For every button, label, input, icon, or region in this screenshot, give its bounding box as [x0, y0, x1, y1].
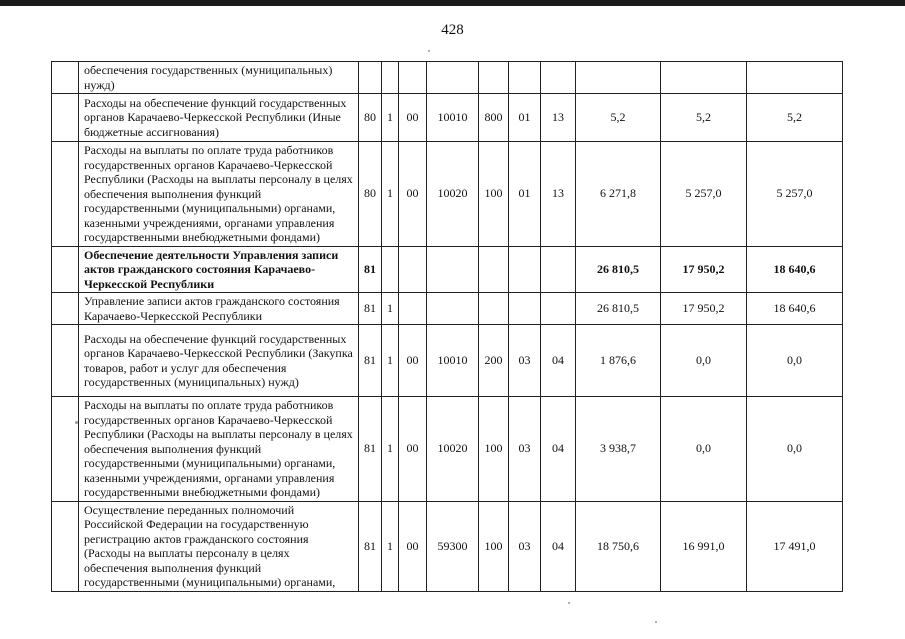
program-cell: 00 [399, 397, 427, 502]
expense-type-cell: 100 [479, 397, 509, 502]
ved-code-cell: 81 [359, 325, 382, 397]
table-row [52, 246, 843, 293]
chapter-cell: 03 [509, 325, 541, 397]
amount-year-1-cell: 6 271,8 [576, 142, 661, 247]
ved-code-cell: 80 [359, 94, 382, 142]
subsection-cell: 04 [541, 501, 576, 591]
subsection-cell [541, 246, 576, 293]
amount-year-3-cell: 18 640,6 [747, 293, 843, 325]
section-cell [382, 246, 399, 293]
amount-year-2-cell: 0,0 [661, 397, 747, 502]
chapter-cell: 03 [509, 501, 541, 591]
amount-year-2-cell: 16 991,0 [661, 501, 747, 591]
expense-type-cell [479, 293, 509, 325]
row-number-cell [52, 94, 79, 142]
amount-year-2-cell: 17 950,2 [661, 246, 747, 293]
section-cell: 1 [382, 397, 399, 502]
page-number: 428 [441, 22, 464, 38]
table-row [52, 142, 843, 247]
program-cell [399, 62, 427, 94]
amount-year-2-cell: 5,2 [661, 94, 747, 142]
section-cell: 1 [382, 501, 399, 591]
section-cell: 1 [382, 293, 399, 325]
ved-code-cell: 81 [359, 293, 382, 325]
expense-type-cell: 100 [479, 501, 509, 591]
target-article-cell: 10010 [427, 325, 479, 397]
description-cell: Обеспечение деятельности Управления записи актов гражданского состояния Карачаево-Черкесской Республики [79, 246, 359, 293]
target-article-cell [427, 246, 479, 293]
scan-speck [568, 602, 570, 604]
row-number-cell [52, 142, 79, 247]
scan-speck [655, 621, 657, 623]
subsection-cell: 04 [541, 397, 576, 502]
subsection-cell: 13 [541, 94, 576, 142]
expense-type-cell [479, 246, 509, 293]
expense-type-cell: 800 [479, 94, 509, 142]
top-rule [0, 0, 905, 6]
scan-speck [428, 50, 430, 52]
description-cell: Управление записи актов гражданского состояния Карачаево-Черкесской Республики [79, 293, 359, 325]
chapter-cell [509, 293, 541, 325]
amount-year-1-cell [576, 62, 661, 94]
amount-year-2-cell: 17 950,2 [661, 293, 747, 325]
table-row [52, 94, 843, 142]
amount-year-1-cell: 3 938,7 [576, 397, 661, 502]
target-article-cell [427, 62, 479, 94]
ved-code-cell [359, 62, 382, 94]
amount-year-3-cell: 17 491,0 [747, 501, 843, 591]
row-number-cell [52, 397, 79, 502]
target-article-cell: 59300 [427, 501, 479, 591]
target-article-cell: 10020 [427, 142, 479, 247]
ved-code-cell: 81 [359, 397, 382, 502]
target-article-cell: 10010 [427, 94, 479, 142]
row-number-cell [52, 325, 79, 397]
table-row [52, 293, 843, 325]
program-cell [399, 293, 427, 325]
program-cell: 00 [399, 325, 427, 397]
amount-year-3-cell: 0,0 [747, 397, 843, 502]
table-row [52, 62, 843, 94]
subsection-cell: 13 [541, 142, 576, 247]
subsection-cell [541, 293, 576, 325]
chapter-cell [509, 62, 541, 94]
chapter-cell: 01 [509, 142, 541, 247]
description-cell: Расходы на обеспечение функций государственных органов Карачаево-Черкесской Республики (Закупка товаров, работ и услуг для обеспечения государственных (муниципальных) нужд) [79, 325, 359, 397]
program-cell [399, 246, 427, 293]
description-cell: Осуществление переданных полномочий Российской Федерации на государственную регистрацию актов гражданского состояния (Расходы на выплаты персоналу в целях обеспечения выполнения функций государственными (муниципальными) органами, [79, 501, 359, 591]
row-number-cell [52, 62, 79, 94]
expense-type-cell [479, 62, 509, 94]
amount-year-1-cell: 26 810,5 [576, 246, 661, 293]
amount-year-2-cell: 5 257,0 [661, 142, 747, 247]
expense-type-cell: 100 [479, 142, 509, 247]
amount-year-1-cell: 1 876,6 [576, 325, 661, 397]
target-article-cell [427, 293, 479, 325]
program-cell: 00 [399, 501, 427, 591]
section-cell [382, 62, 399, 94]
amount-year-3-cell: 18 640,6 [747, 246, 843, 293]
row-number-cell [52, 246, 79, 293]
section-cell: 1 [382, 94, 399, 142]
amount-year-1-cell: 5,2 [576, 94, 661, 142]
target-article-cell: 10020 [427, 397, 479, 502]
amount-year-1-cell: 26 810,5 [576, 293, 661, 325]
table-row [52, 325, 843, 397]
amount-year-2-cell [661, 62, 747, 94]
program-cell: 00 [399, 94, 427, 142]
ved-code-cell: 81 [359, 501, 382, 591]
section-cell: 1 [382, 142, 399, 247]
description-cell: Расходы на выплаты по оплате труда работников государственных органов Карачаево-Черкесской Республики (Расходы на выплаты персоналу в целях обеспечения выполнения функций государственными (муниципальными) органами, казенными учреждениями, органами управления государственными внебюджетными фондами) [79, 142, 359, 247]
amount-year-3-cell: 5,2 [747, 94, 843, 142]
amount-year-2-cell: 0,0 [661, 325, 747, 397]
subsection-cell [541, 62, 576, 94]
program-cell: 00 [399, 142, 427, 247]
amount-year-3-cell: 0,0 [747, 325, 843, 397]
section-cell: 1 [382, 325, 399, 397]
table-row [52, 397, 843, 502]
amount-year-3-cell: 5 257,0 [747, 142, 843, 247]
budget-table [51, 61, 843, 592]
row-number-cell [52, 501, 79, 591]
table-row [52, 501, 843, 591]
description-cell: Расходы на обеспечение функций государственных органов Карачаево-Черкесской Республики (Иные бюджетные ассигнования) [79, 94, 359, 142]
ved-code-cell: 81 [359, 246, 382, 293]
amount-year-1-cell: 18 750,6 [576, 501, 661, 591]
chapter-cell: 03 [509, 397, 541, 502]
chapter-cell [509, 246, 541, 293]
amount-year-3-cell [747, 62, 843, 94]
expense-type-cell: 200 [479, 325, 509, 397]
ved-code-cell: 80 [359, 142, 382, 247]
scan-speck [75, 421, 78, 424]
chapter-cell: 01 [509, 94, 541, 142]
row-number-cell [52, 293, 79, 325]
description-cell: Расходы на выплаты по оплате труда работников государственных органов Карачаево-Черкесской Республики (Расходы на выплаты персоналу в целях обеспечения выполнения функций государственными (муниципальными) органами, казенными учреждениями, органами управления государственными внебюджетными фондами) [79, 397, 359, 502]
description-cell: обеспечения государственных (муниципальных) нужд) [79, 62, 359, 94]
subsection-cell: 04 [541, 325, 576, 397]
